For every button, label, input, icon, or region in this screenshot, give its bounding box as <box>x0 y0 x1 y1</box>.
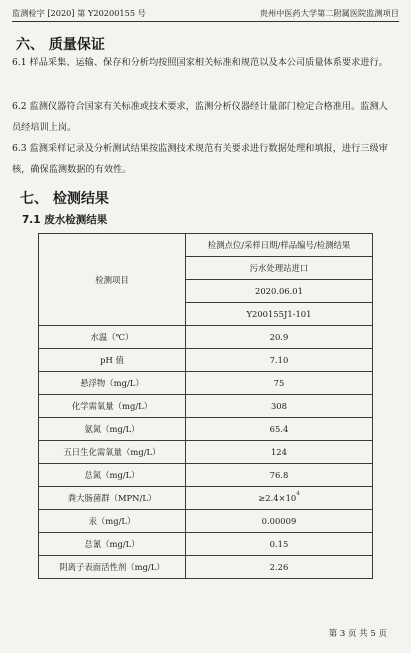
table-row <box>39 349 373 372</box>
table-title: 7.1 废水检测结果 <box>22 214 108 226</box>
row-value-text: ≥2.4×10 <box>258 493 297 503</box>
row-value-text: 7.10 <box>269 355 289 365</box>
row-item-name: 悬浮物（mg/L） <box>39 372 186 395</box>
row-item-name: 总氮（mg/L） <box>39 464 186 487</box>
table-row <box>39 418 373 441</box>
row-item-name: pH 值 <box>39 349 186 372</box>
row-value-text: 124 <box>270 447 287 457</box>
row-item-name: 阴离子表面活性剂（mg/L） <box>39 556 186 579</box>
table-row <box>39 395 373 418</box>
header-divider <box>12 21 399 22</box>
row-value <box>185 349 372 372</box>
report-number: 监测检字 [2020] 第 Y20200155 号 <box>12 8 146 18</box>
row-value-text: 65.4 <box>269 424 289 434</box>
row-value-text: 2.26 <box>269 562 289 572</box>
row-value <box>185 372 372 395</box>
column-header: 检测点位/采样日期/样品编号/检测结果 <box>185 234 372 257</box>
table-row <box>39 326 373 349</box>
row-item-name: 五日生化需氧量（mg/L） <box>39 441 186 464</box>
row-value-text: 76.8 <box>269 470 289 480</box>
project-name: 贵州中医药大学第二附属医院监测项目 <box>259 8 399 18</box>
row-value <box>185 510 372 533</box>
row-value <box>185 326 372 349</box>
row-item-name: 粪大肠菌群（MPN/L） <box>39 487 186 510</box>
row-item-name: 化学需氧量（mg/L） <box>39 395 186 418</box>
row-item-name: 氨氮（mg/L） <box>39 418 186 441</box>
row-value-text: 75 <box>273 378 285 388</box>
page-header <box>12 8 399 22</box>
table-row <box>39 372 373 395</box>
row-value-exponent: 4 <box>296 491 300 497</box>
para-6-2: 6.2 监测仪器符合国家有关标准或技术要求，监测分析仪器经计量部门检定合格准用。监测人员经培训上岗。 <box>12 101 388 133</box>
row-value-text: 20.9 <box>269 332 289 342</box>
para-6-1: 6.1 样品采集、运输、保存和分析均按照国家相关标准和规范以及本公司质量体系要求进行。 <box>12 57 388 68</box>
table-row <box>39 556 373 579</box>
table-row <box>39 441 373 464</box>
table-row <box>39 533 373 556</box>
row-value <box>185 487 372 510</box>
row-value <box>185 418 372 441</box>
row-item-name: 总氰（mg/L） <box>39 533 186 556</box>
row-value <box>185 395 372 418</box>
row-value <box>185 441 372 464</box>
row-value <box>185 533 372 556</box>
table-row <box>39 487 373 510</box>
page-number: 第 3 页 共 5 页 <box>328 629 387 639</box>
row-value-text: 308 <box>270 401 287 411</box>
section7-title: 七、 检测结果 <box>20 191 109 207</box>
table-row <box>39 464 373 487</box>
table-row <box>39 510 373 533</box>
row-item-name: 水温（℃） <box>39 326 186 349</box>
row-value <box>185 464 372 487</box>
row-value <box>185 556 372 579</box>
section6-title: 六、 质量保证 <box>16 37 105 53</box>
item-header: 检测项目 <box>39 234 186 326</box>
sampling-date: 2020.06.01 <box>185 280 372 303</box>
sample-id: Y200155J1-101 <box>185 303 372 326</box>
row-value-text: 0.15 <box>269 539 289 549</box>
para-6-3: 6.3 监测采样记录及分析测试结果按监测技术规范有关要求进行数据处理和填报，进行三级审核，确保监测数据的有效性。 <box>12 143 388 175</box>
wastewater-results-table <box>38 233 373 579</box>
row-item-name: 汞（mg/L） <box>39 510 186 533</box>
sampling-location: 污水处理站进口 <box>185 257 372 280</box>
row-value-text: 0.00009 <box>261 516 297 526</box>
